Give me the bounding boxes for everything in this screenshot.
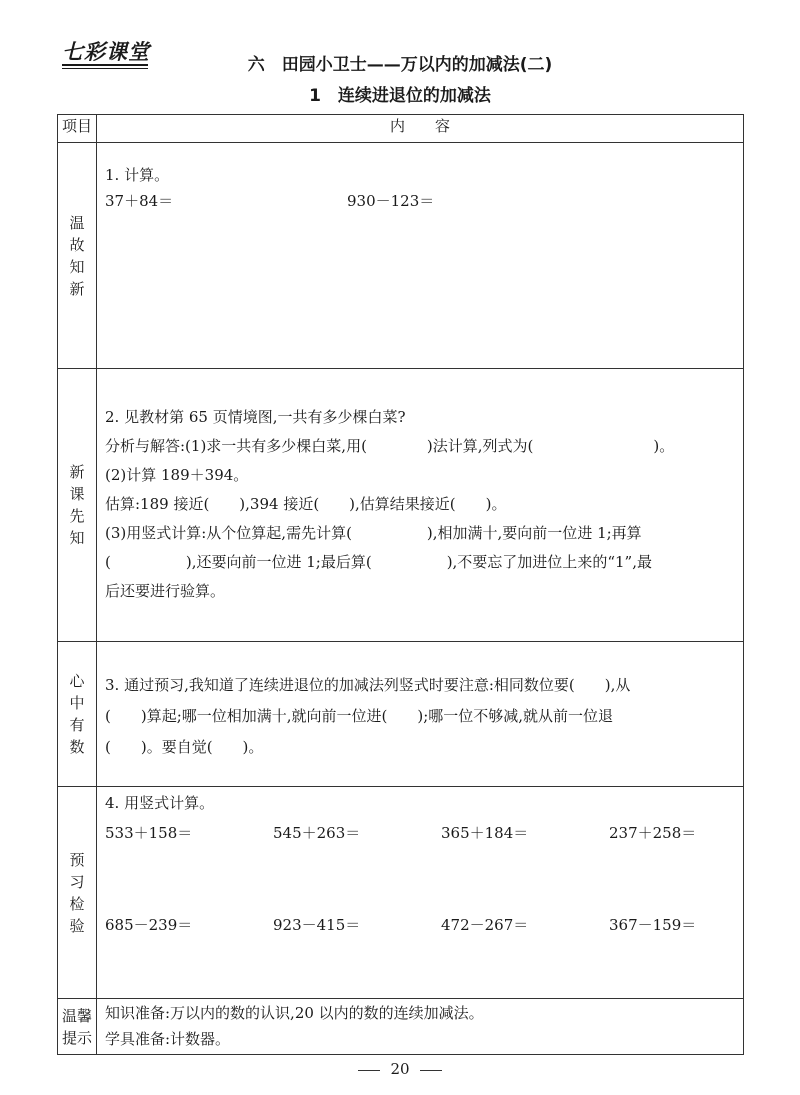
section-new-lesson [58,369,744,642]
section-content-tips [97,999,744,1055]
page-dash-right [420,1070,442,1071]
calc-item: 472－267＝ [441,916,529,934]
question-4-title: 4. 用竖式计算。 [105,794,215,812]
chapter-title: 六 田园小卫士——万以内的加减法(二) [247,55,553,75]
section-label-new-lesson: 新 课 先 知 [58,369,97,642]
section-content-takeaways [97,642,744,787]
section-tips [58,999,744,1055]
header-content: 内 容 [97,115,744,143]
calc-item: 365＋184＝ [441,824,529,842]
tip-tools: 学具准备:计数器。 [105,1030,231,1048]
calc-item: 367－159＝ [609,916,697,934]
calc-item: 37＋84＝ [105,192,174,210]
section-takeaways [58,642,744,787]
page-number: 20 [0,1060,800,1078]
section-review [58,143,744,369]
question-1-title: 1. 计算。 [105,166,170,184]
section-content-preview-check [97,787,744,999]
section-label-tips: 温馨 提示 [58,999,97,1055]
page-dash-left [358,1070,380,1071]
calc-item: 923－415＝ [273,916,361,934]
section-content-review [97,143,744,369]
table-header-row [58,115,744,143]
question-3-line: 3. 通过预习,我知道了连续进退位的加减法列竖式时要注意:相同数位要( ),从 [105,676,631,694]
text-line: ( )。要自觉( )。 [105,738,264,756]
section-label-review: 温 故 知 新 [58,143,97,369]
section-preview-check [58,787,744,999]
text-line: 后还要进行验算。 [105,582,226,600]
header-item: 项目 [58,115,97,143]
section-content-new-lesson [97,369,744,642]
text-line: 分析与解答:(1)求一共有多少棵白菜,用( )法计算,列式为( )。 [105,437,675,455]
section-label-takeaways: 心 中 有 数 [58,642,97,787]
section-label-preview-check: 预 习 检 验 [58,787,97,999]
text-line: 估算:189 接近( ),394 接近( ),估算结果接近( )。 [105,495,507,513]
calc-item: 930－123＝ [347,192,435,210]
text-line: (3)用竖式计算:从个位算起,需先计算( ),相加满十,要向前一位进 1;再算 [105,524,642,542]
brand-logo: 七彩课堂 [62,40,150,64]
question-2-title: 2. 见教材第 65 页情境图,一共有多少棵白菜? [105,408,406,426]
calc-item: 237＋258＝ [609,824,697,842]
calc-item: 685－239＝ [105,916,193,934]
worksheet-table [57,114,744,1055]
calc-item: 545＋263＝ [273,824,361,842]
text-line: (2)计算 189＋394。 [105,466,249,484]
tip-knowledge: 知识准备:万以内的数的认识,20 以内的数的连续加减法。 [105,1004,484,1022]
lesson-title: 1 连续进退位的加减法 [309,86,491,106]
text-line: ( )算起;哪一位相加满十,就向前一位进( );哪一位不够减,就从前一位退 [105,707,614,725]
text-line: ( ),还要向前一位进 1;最后算( ),不要忘了加进位上来的“1”,最 [105,553,652,571]
calc-item: 533＋158＝ [105,824,193,842]
